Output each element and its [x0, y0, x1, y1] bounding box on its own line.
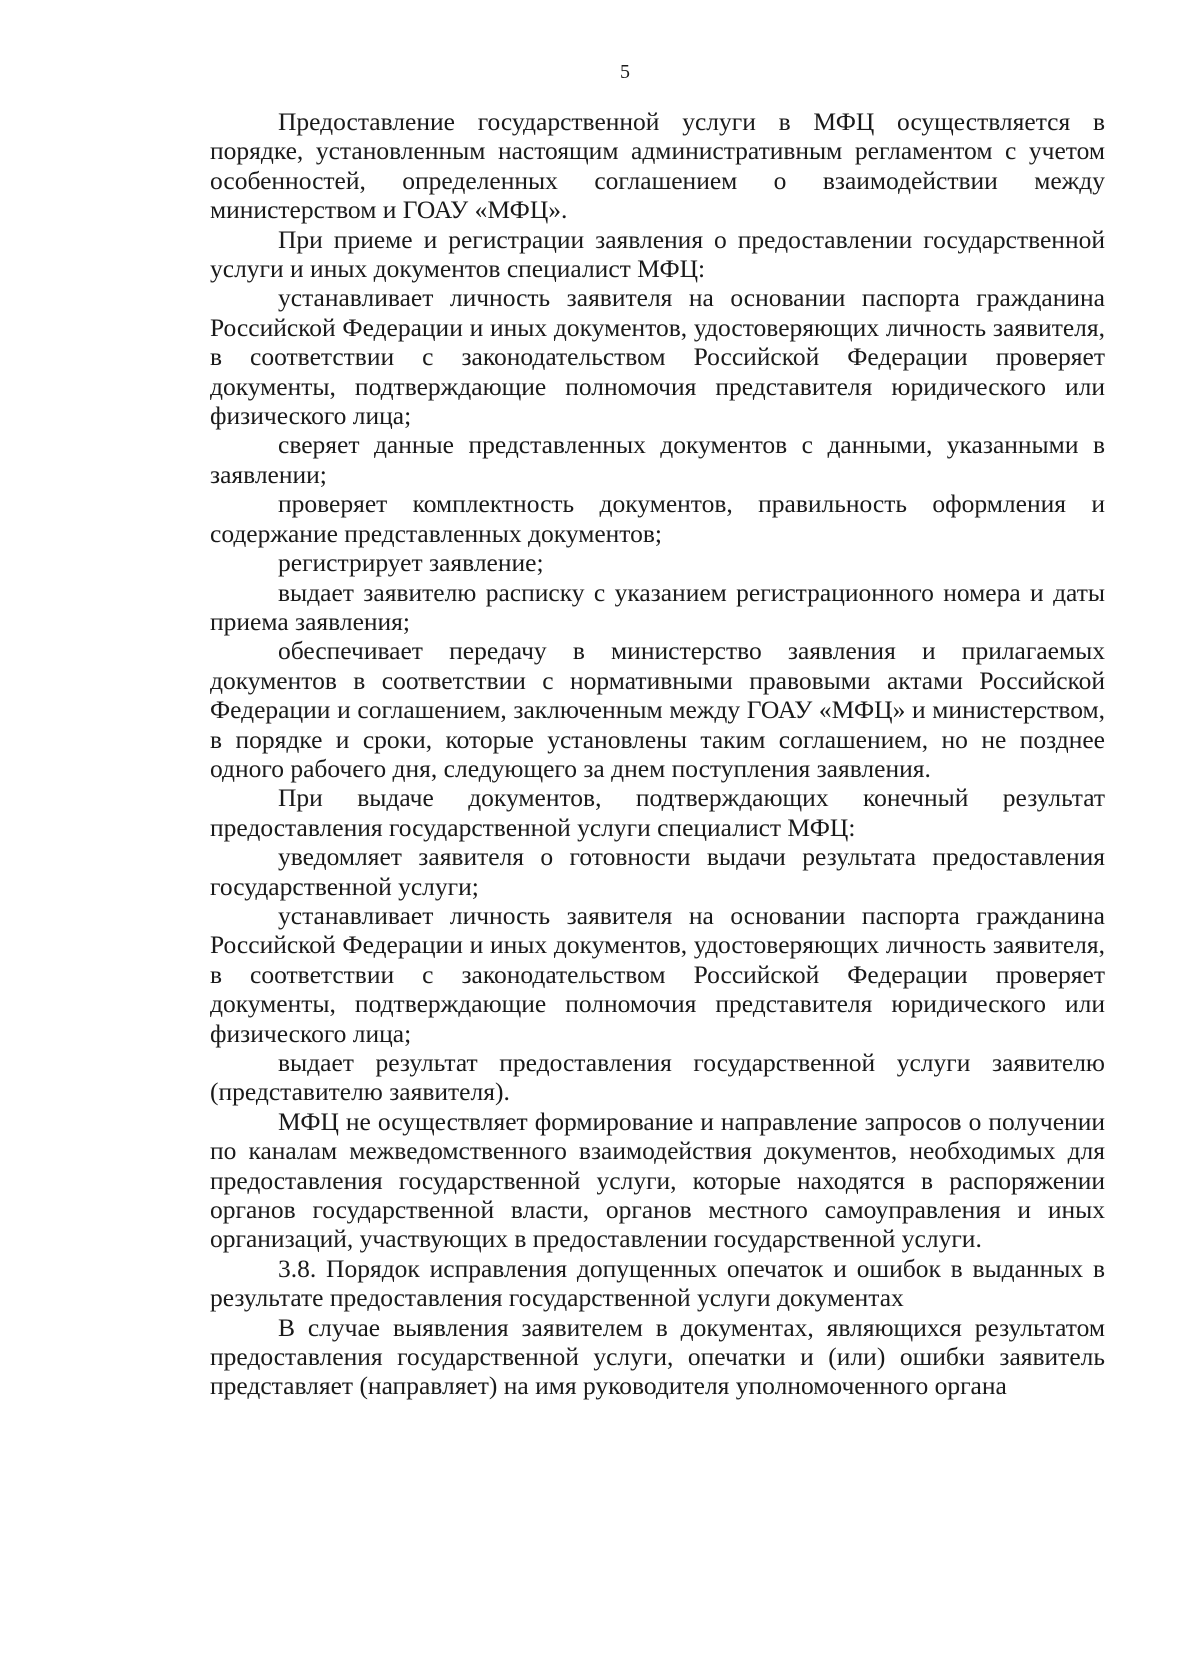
paragraph-data-verification: сверяет данные представленных документов с данными, указанными в заявлении; — [210, 430, 1105, 489]
section-heading-3-8: 3.8. Порядок исправления допущенных опечаток и ошибок в выданных в результате предоставления государственной услуги документах — [210, 1253, 1105, 1313]
page-number: 5 — [620, 61, 630, 83]
paragraph-registration: регистрирует заявление; — [278, 548, 544, 578]
paragraph-notification: уведомляет заявителя о готовности выдачи результата предоставления государственной услуги; — [210, 842, 1105, 901]
paragraph-completeness-check: проверяет комплектность документов, правильность оформления и содержание представленных документов; — [210, 489, 1105, 548]
document-body — [210, 107, 1105, 1401]
paragraph-identity-check-issuance: устанавливает личность заявителя на основании паспорта гражданина Российской Федерации и иных документов, удостоверяющих личность заявителя, в соответствии с законодательством Российской Федерации проверяет документы, подтверждающие полномочия представителя юридического или физического лица; — [210, 900, 1105, 1048]
paragraph-receipt: выдает заявителю расписку с указанием регистрационного номера и даты приема заявления; — [210, 577, 1105, 636]
paragraph-reception-intro: При приеме и регистрации заявления о предоставлении государственной услуги и иных документов специалист МФЦ: — [210, 224, 1105, 284]
paragraph-no-interagency-requests: МФЦ не осуществляет формирование и направление запросов о получении по каналам межведомственного взаимодействия документов, необходимых для предоставления государственной услуги, которые находятся в распоряжении органов государственной власти, органов местного самоуправления и иных организаций, участвующих в предоставлении государственной услуги. — [210, 1106, 1105, 1254]
paragraph-identity-check: устанавливает личность заявителя на основании паспорта гражданина Российской Федерации и иных документов, удостоверяющих личность заявителя, в соответствии с законодательством Российской Федерации проверяет документы, подтверждающие полномочия представителя юридического или физического лица; — [210, 283, 1105, 431]
paragraph-issuance-intro: При выдаче документов, подтверждающих конечный результат предоставления государственной услуги специалист МФЦ: — [210, 783, 1105, 842]
paragraph-result-issuance: выдает результат предоставления государственной услуги заявителю (представителю заявителя). — [210, 1048, 1105, 1107]
paragraph-error-correction: В случае выявления заявителем в документах, являющихся результатом предоставления государственной услуги, опечатки и (или) ошибки заявитель представляет (направляет) на имя руководителя уполномоченного органа — [210, 1312, 1105, 1401]
paragraph-mfc-provision: Предоставление государственной услуги в МФЦ осуществляется в порядке, установленным настоящим административным регламентом с учетом особенностей, определенных соглашением о взаимодействии между министерством и ГОАУ «МФЦ». — [210, 107, 1105, 225]
paragraph-transfer: обеспечивает передачу в министерство заявления и прилагаемых документов в соответствии с нормативными правовыми актами Российской Федерации и соглашением, заключенным между ГОАУ «МФЦ» и министерством, в порядке и сроки, которые установлены таким соглашением, но не позднее одного рабочего дня, следующего за днем поступления заявления. — [210, 636, 1105, 783]
